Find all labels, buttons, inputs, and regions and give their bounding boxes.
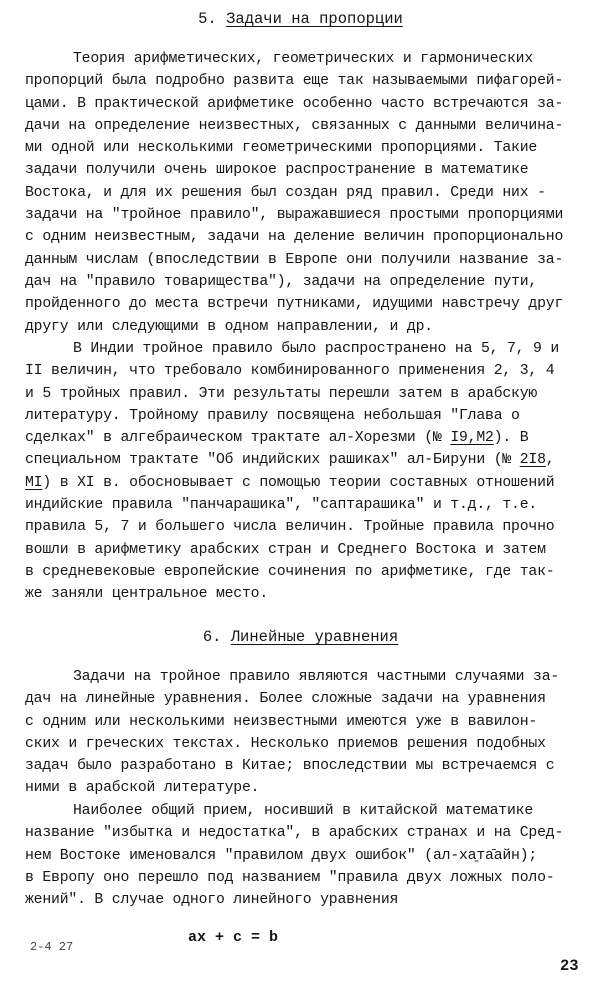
text-line: пройденного до места встречи путниками, идущими навстречу друг xyxy=(25,296,564,313)
text-line: ми одной или несколькими геометрическими пропорциями. Такие xyxy=(25,140,538,157)
text-line: индийские правила "панчарашика", "саптарашика" и т.д., т.е. xyxy=(25,497,538,514)
text-line: задач было разработано в Китае; впоследствии мы встречаемся с xyxy=(25,758,555,775)
reference-link[interactable]: 2I8 xyxy=(519,452,546,469)
page-number: 23 xyxy=(560,957,579,975)
print-signature: 2-4 27 xyxy=(30,940,74,954)
section-6-paragraph-2 xyxy=(25,800,595,911)
text-line: правила 5, 7 и большего числа величин. Тройные правила прочно xyxy=(25,519,555,536)
text-line: Задачи на тройное правило являются частными случаями за- xyxy=(73,669,560,685)
section-5-paragraph-1 xyxy=(25,48,595,338)
text-line: дач на линейные уравнения. Более сложные задачи на уравнения xyxy=(25,691,546,708)
text-line: цами. В практической арифметике особенно часто встречаются за- xyxy=(25,95,564,112)
reference-link[interactable]: MI xyxy=(25,474,43,491)
reference-link[interactable]: I9,M2 xyxy=(450,430,494,447)
section-5-heading xyxy=(0,8,601,30)
text-line: задачи на "тройное правило", выражавшиеся простыми пропорциями xyxy=(25,207,564,224)
text-line: дачи на определение неизвестных, связанных с данными величина- xyxy=(25,117,564,134)
text-line: нем Востоке именовался "правилом двух ошибок" (ал-ха̱та̄айн); xyxy=(25,847,538,864)
text-line: данным числам (впоследствии в Европе они получили название за- xyxy=(25,251,564,268)
text-line xyxy=(25,427,595,449)
formula: ax + c = b xyxy=(188,929,279,946)
text-line: пропорций была подробно развита еще так называемыми пифагорей- xyxy=(25,73,564,90)
text-line: ских и греческих текстах. Несколько приемов решения подобных xyxy=(25,735,546,752)
text-line: дач на "правило товарищества"), задачи на определение пути, xyxy=(25,273,538,290)
section-6-title: Линейные уравнения xyxy=(230,628,399,646)
text-line: II величин, что требовало комбинированного применения 2, 3, 4 xyxy=(25,363,555,380)
text-line xyxy=(25,472,595,494)
text-line: Теория арифметических, геометрических и гармонических xyxy=(73,51,534,67)
text-line: название "избытка и недостатка", в арабских странах и на Сред- xyxy=(25,825,564,842)
text-line: задачи получили очень широкое распространение в математике xyxy=(25,162,529,179)
section-6-number: 6. xyxy=(202,628,222,646)
text-segment: ). В xyxy=(493,430,529,447)
text-segment: , xyxy=(545,452,555,469)
section-6-heading xyxy=(0,626,601,648)
text-line: В Индии тройное правило было распространено на 5, 7, 9 и xyxy=(73,341,560,357)
text-line: вошли в арифметику арабских стран и Среднего Востока и затем xyxy=(25,541,546,558)
text-line: в Европу оно перешло под названием "правила двух ложных поло- xyxy=(25,869,555,886)
text-line xyxy=(25,449,595,471)
text-line: в средневековые европейские сочинения по арифметике, где так- xyxy=(25,563,555,580)
text-line: Наиболее общий прием, носивший в китайской математике xyxy=(73,803,534,819)
text-segment: специальном трактате "Об индийских рашиках" ал-Бируни (№ xyxy=(25,452,520,469)
text-line: с одним или несколькими неизвестными имеются уже в вавилон- xyxy=(25,713,538,730)
text-line: Востока, и для их решения был создан ряд правил. Среди них - xyxy=(25,184,546,201)
text-segment: ) в XI в. обосновывает с помощью теории составных отношений xyxy=(42,474,555,491)
section-5-number: 5. xyxy=(198,10,217,28)
text-line: жений". В случае одного линейного уравнения xyxy=(25,892,399,909)
text-line: ними в арабской литературе. xyxy=(25,780,260,797)
section-5-paragraph-2 xyxy=(25,338,595,606)
text-line: с одним неизвестным, задачи на деление величин пропорционально xyxy=(25,229,564,246)
text-line: другу или следующими в одном направлении, и др. xyxy=(25,318,433,335)
text-line: литературу. Тройному правилу посвящена небольшая "Глава о xyxy=(25,407,520,424)
text-line: и 5 тройных правил. Эти результаты перешли затем в арабскую xyxy=(25,385,538,402)
section-5-title: Задачи на пропорции xyxy=(226,10,403,28)
text-line: же заняли центральное место. xyxy=(25,586,269,603)
section-6-paragraph-1 xyxy=(25,666,595,800)
text-segment: сделках" в алгебраическом трактате ал-Хорезми (№ xyxy=(25,430,451,447)
